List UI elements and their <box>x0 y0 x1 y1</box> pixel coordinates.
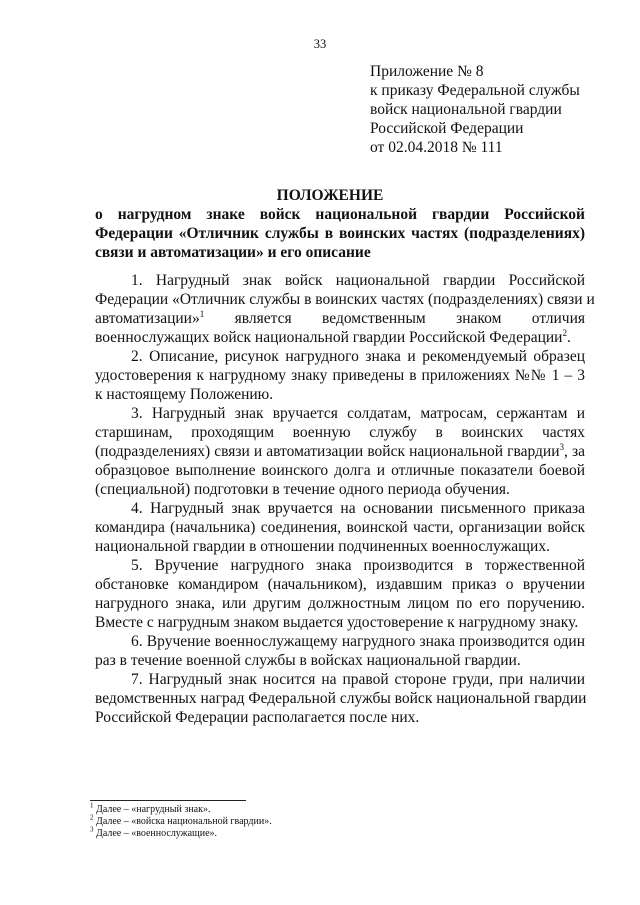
paragraph-4 <box>95 499 585 556</box>
appendix-header <box>370 62 620 157</box>
paragraph-line: Федерации «Отличник службы в воинских частях (подразделениях) связи и <box>95 291 595 308</box>
footnote <box>90 813 390 828</box>
footnote-ref: 2 <box>562 327 567 338</box>
paragraph-2 <box>95 347 585 404</box>
paragraph-line: 1. Нагрудный знак войск национальной гвардии Российской <box>131 272 585 289</box>
subtitle-line: Федерации «Отличник службы в воинских частях (подразделениях) <box>95 225 585 242</box>
paragraph-line: нагрудного знака, или другим должностным лицом по его поручению. <box>95 595 585 612</box>
footnote-text: Далее – «нагрудный знак». <box>93 804 211 815</box>
footnote-mark: 1 <box>90 801 94 810</box>
footnote <box>90 825 390 840</box>
paragraph-5 <box>95 556 585 632</box>
document-title: ПОЛОЖЕНИЕ <box>276 187 384 204</box>
footnote-mark: 3 <box>90 825 94 834</box>
paragraph-line: 7. Нагрудный знак носится на правой стороне груди, при наличии <box>131 671 585 688</box>
paragraph-line: автоматизации»$^1$ является ведомственным знаком отличия <box>95 308 585 327</box>
footnote-divider <box>90 800 246 801</box>
footnote-text: Далее – «войска национальной гвардии». <box>93 816 272 827</box>
subtitle-line: о нагрудном знаке войск национальной гвардии Российской <box>95 206 585 223</box>
document-body <box>95 271 595 727</box>
paragraph-line: (специальной) подготовки в течение одного периода обучения. <box>95 481 510 498</box>
paragraph-line: 6. Вручение военнослужащему нагрудного знака производится один <box>131 633 585 650</box>
appendix-line: Российской Федерации <box>370 120 524 137</box>
paragraph-line: национальной гвардии в отношении подчиненных военнослужащих. <box>95 538 550 555</box>
paragraph-6 <box>95 632 585 670</box>
page-number: 33 <box>313 37 327 51</box>
paragraph-line: 4. Нагрудный знак вручается на основании письменного приказа <box>131 500 585 517</box>
paragraph-line: образцовое выполнение воинского долга и отличные показатели боевой <box>95 462 585 479</box>
paragraph-line: к настоящему Положению. <box>95 386 274 403</box>
paragraph-7 <box>95 670 585 727</box>
footnotes <box>90 801 390 840</box>
paragraph-line: 2. Описание, рисунок нагрудного знака и рекомендуемый образец <box>131 348 585 365</box>
paragraph-line: раз в течение военной службы в войсках национальной гвардии. <box>95 652 521 669</box>
paragraph-line: командира (начальника) соединения, воинской части, организации войск <box>95 519 585 536</box>
subtitle-line: связи и автоматизации» и его описание <box>95 244 371 261</box>
footnote-ref: 1 <box>199 308 205 319</box>
footnote <box>90 801 390 816</box>
footnote-ref: 3 <box>559 441 565 452</box>
paragraph-line: обстановке командиром (начальником), издавшим приказ о вручении <box>95 576 585 593</box>
footnote-text: Далее – «военнослужащие». <box>93 828 218 839</box>
appendix-line: Приложение № 8 <box>370 63 484 80</box>
paragraph-3 <box>95 404 585 499</box>
paragraph-1 <box>95 271 595 347</box>
document-subtitle <box>95 205 585 262</box>
paragraph-line: Вместе с нагрудным знаком выдается удостоверение к нагрудному знаку. <box>95 614 579 631</box>
paragraph-line: 5. Вручение нагрудного знака производится в торжественной <box>131 557 585 574</box>
appendix-line: от 02.04.2018 № 111 <box>370 139 503 156</box>
paragraph-line: ведомственных наград Федеральной службы войск национальной гвардии <box>95 690 587 707</box>
paragraph-line: старшинам, проходящим военную службу в воинских частях <box>95 424 585 441</box>
appendix-line: к приказу Федеральной службы <box>370 82 580 99</box>
appendix-line: войск национальной гвардии <box>370 101 562 118</box>
paragraph-line: 3. Нагрудный знак вручается солдатам, матросам, сержантам и <box>131 405 585 422</box>
paragraph-line: (подразделениях) связи и автоматизации войск национальной гвардии$^3$, за <box>95 441 585 460</box>
paragraph-line: военнослужащих войск национальной гвардии Российской Федерации$^2$. <box>95 327 571 346</box>
paragraph-line: удостоверения к нагрудному знаку приведены в приложениях №№ 1 – 3 <box>95 367 585 384</box>
footnote-mark: 2 <box>90 813 94 822</box>
paragraph-line: Российской Федерации располагается после них. <box>95 709 420 726</box>
